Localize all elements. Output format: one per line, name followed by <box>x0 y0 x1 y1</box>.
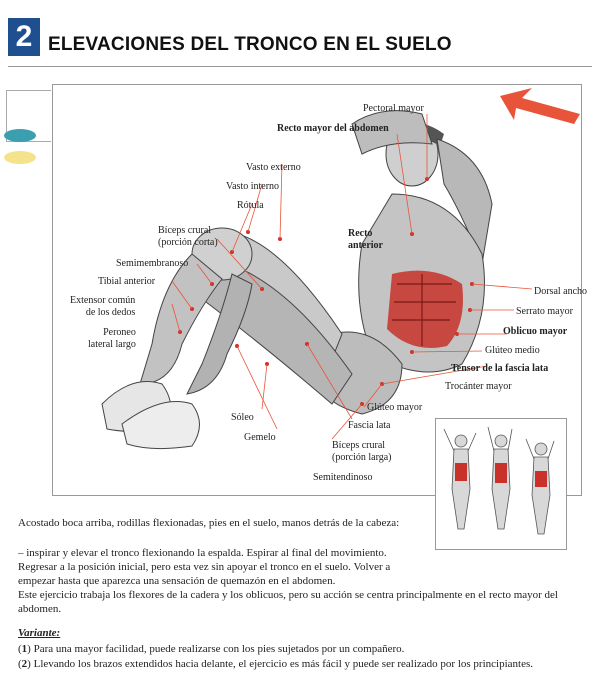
label-peroneo-line2: lateral largo <box>88 339 136 350</box>
variant-1-number: 1 <box>21 643 28 655</box>
label-biceps-crural-corta-line2: (porción corta) <box>158 237 218 248</box>
label-biceps-crural-corta-line1: Bíceps crural <box>158 225 212 236</box>
label-biceps-crural-corta <box>158 225 218 249</box>
red-arrow-icon <box>500 88 580 124</box>
label-tibial-anterior: Tibial anterior <box>98 276 156 287</box>
label-recto-anterior <box>348 228 383 252</box>
label-dorsal-ancho: Dorsal ancho <box>534 286 588 297</box>
label-peroneo <box>88 327 136 351</box>
label-serrato-mayor: Serrato mayor <box>516 306 573 317</box>
label-biceps-crural-larga-line1: Bíceps crural <box>332 440 386 451</box>
label-soleo: Sóleo <box>231 412 254 423</box>
label-vasto-externo: Vasto externo <box>246 162 301 173</box>
label-extensor-line2: de los dedos <box>85 307 136 318</box>
yellow-oval-icon <box>4 151 36 164</box>
label-oblicuo-mayor: Oblicuo mayor <box>503 326 568 337</box>
description-paragraph-1: Acostado boca arriba, rodillas flexionadas, pies en el suelo, manos detrás de la cabeza: <box>18 517 400 529</box>
title-divider <box>8 66 592 67</box>
label-trocanter-mayor: Trocánter mayor <box>445 381 512 392</box>
label-recto-anterior-line1: Recto <box>348 228 373 239</box>
label-extensor-comun <box>70 295 135 319</box>
label-tensor-fascia-lata: Tensor de la fascia lata <box>451 363 549 374</box>
chapter-number: 2 <box>8 18 40 56</box>
muscle-inset-figure <box>435 418 567 550</box>
description-paragraph-3: Este ejercicio trabaja los flexores de la cadera y los oblicuos, pero su acción se centra principalmente en el recto mayor del abdomen. <box>18 589 558 615</box>
label-recto-anterior-line2: anterior <box>348 240 383 251</box>
label-recto-mayor-abdomen: Recto mayor del abdomen <box>277 123 389 134</box>
label-peroneo-line1: Peroneo <box>103 327 136 338</box>
label-vasto-interno: Vasto interno <box>226 181 280 192</box>
blue-oval-icon <box>4 129 36 142</box>
label-fascia-lata: Fascia lata <box>348 420 391 431</box>
label-gluteo-mayor: Glúteo mayor <box>367 402 423 413</box>
description-paragraph-2: – inspirar y elevar el tronco flexionando la espalda. Espirar al final del movimiento. Regresar a la posición inicial, pero esta vez sin apoyar el tronco en el suelo. Volver a empezar hasta que aparezca una sensación de quemazón en el abdomen. <box>18 547 391 587</box>
variant-item-1: (1) Para una mayor facilidad, puede realizarse con los pies sujetados por un compañero. <box>18 643 405 655</box>
label-gemelo: Gemelo <box>244 432 276 443</box>
label-pectoral-mayor: Pectoral mayor <box>363 103 424 114</box>
label-gluteo-medio: Glúteo medio <box>485 345 540 356</box>
variant-1-text: Para una mayor facilidad, puede realizarse con los pies sujetados por un compañero. <box>33 643 405 655</box>
label-biceps-crural-larga-line2: (porción larga) <box>332 452 392 463</box>
variant-2-number: 2 <box>21 658 28 670</box>
variant-2-text: Llevando los brazos extendidos hacia delante, el ejercicio es más fácil y puede ser realizado por los principiantes. <box>33 658 533 670</box>
variant-heading <box>18 626 578 640</box>
label-semitendinoso: Semitendinoso <box>313 472 373 483</box>
label-semimembranoso: Semimembranoso <box>116 258 189 269</box>
label-rotula: Rótula <box>237 200 264 211</box>
label-extensor-line1: Extensor común <box>70 295 136 306</box>
page-title: ELEVACIONES DEL TRONCO EN EL SUELO <box>48 34 452 55</box>
variant-item-2: (2) Llevando los brazos extendidos hacia delante, el ejercicio es más fácil y puede ser realizado por los principiantes. <box>18 658 533 670</box>
variant-title: Variante: <box>18 627 61 639</box>
label-biceps-crural-larga <box>332 440 392 464</box>
